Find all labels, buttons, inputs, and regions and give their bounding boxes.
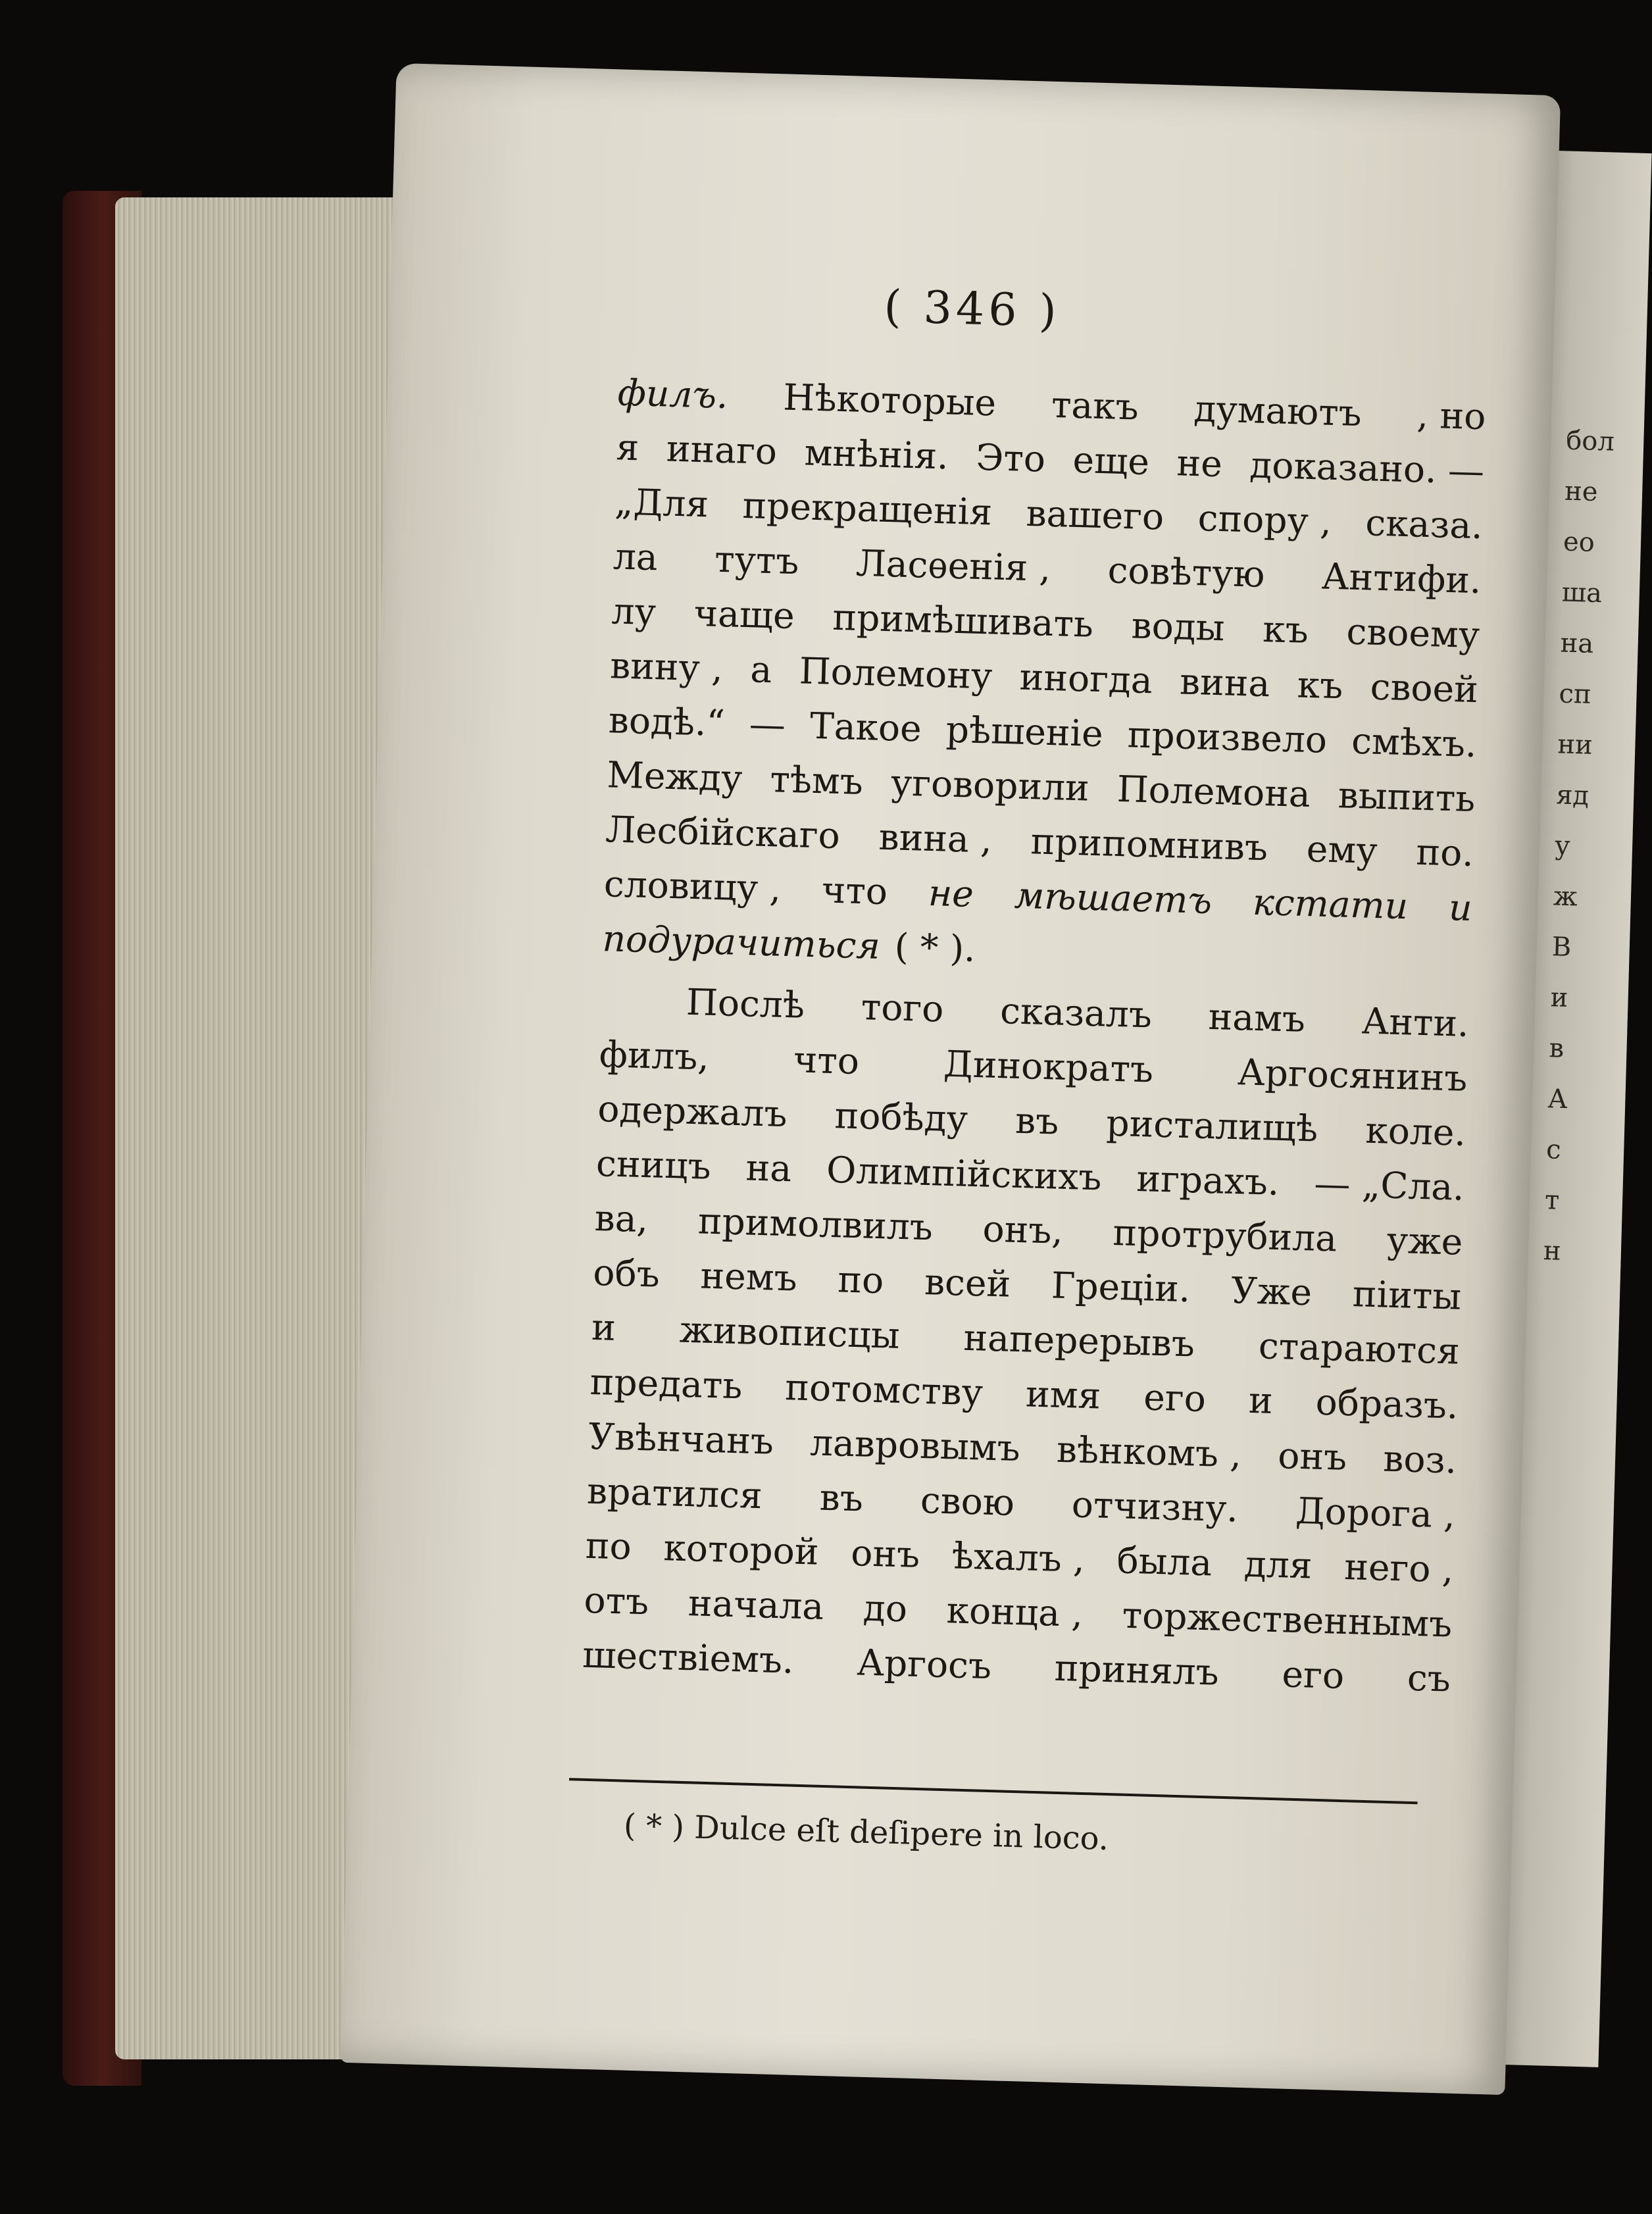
word: которой [663, 1526, 820, 1573]
word: ристалищѣ [1105, 1101, 1319, 1150]
word: что [793, 1038, 860, 1083]
facing-page-fragment: и [1550, 982, 1569, 1014]
word: всей [924, 1261, 1012, 1305]
word: объ [592, 1251, 661, 1296]
word: ва, [594, 1196, 649, 1241]
word: по [585, 1524, 632, 1568]
word: побѣду [834, 1094, 968, 1140]
word: онъ [850, 1532, 921, 1576]
word: свою [920, 1478, 1015, 1524]
word: для [1243, 1542, 1313, 1587]
word: сказа. [1364, 501, 1484, 547]
word: и [591, 1305, 616, 1349]
word: ла [613, 535, 659, 579]
word: Лесбійскаго [605, 808, 841, 857]
word: и [1248, 1378, 1274, 1422]
word: Аргосъ [856, 1641, 992, 1688]
footnote-rule [569, 1778, 1418, 1804]
facing-page-fragment: ша [1561, 577, 1603, 609]
word: инаго [666, 427, 778, 473]
word: Аргосянинъ [1237, 1051, 1468, 1099]
word: на [745, 1146, 793, 1190]
word: немъ [699, 1254, 798, 1299]
word: Греціи. [1051, 1264, 1191, 1311]
word: Ласѳенія , [855, 541, 1052, 590]
facing-page-fragment: не [1564, 476, 1599, 507]
facing-page-fragment: В [1551, 932, 1572, 963]
word: не [1176, 441, 1223, 486]
word: коле. [1364, 1109, 1466, 1154]
word: — [749, 703, 786, 746]
facing-page-fragment: яд [1555, 780, 1589, 811]
facing-page-fragment: с [1545, 1134, 1562, 1165]
word: играхъ. [1136, 1157, 1280, 1203]
word: піиты [1352, 1272, 1462, 1318]
word: ѣхалъ , [951, 1534, 1086, 1580]
word: Динократъ [943, 1042, 1154, 1091]
word: онъ, [982, 1207, 1064, 1252]
word: Увѣнчанъ [588, 1415, 774, 1463]
word: уговорили [890, 761, 1090, 809]
word: къ [1262, 607, 1309, 651]
facing-page-fragment: н [1543, 1236, 1562, 1267]
word: словицу , [603, 863, 782, 910]
word: ( * ). [893, 925, 976, 970]
word: „Для [614, 480, 710, 526]
facing-page-fragment: ео [1563, 526, 1595, 558]
word: своему [1345, 610, 1481, 657]
word: выпить [1337, 774, 1476, 820]
word: иногда [1018, 655, 1153, 702]
word: вина [1179, 660, 1271, 705]
word: начала [688, 1582, 825, 1628]
facing-page-fragment: т [1544, 1185, 1560, 1216]
word: филъ, [598, 1033, 710, 1078]
word: вѣнкомъ , [1056, 1428, 1242, 1476]
footnote: ( * ) Dulce eſt deſipere in loco. [623, 1807, 1109, 1858]
word: еще [1072, 438, 1150, 484]
word: Анти. [1361, 999, 1470, 1045]
word: вашего [1025, 491, 1164, 538]
word: Полемона [1116, 767, 1311, 816]
word: уже [1386, 1219, 1464, 1263]
word: него , [1343, 1546, 1455, 1591]
word: , но [1416, 393, 1487, 438]
page-number-header: ( 346 ) [883, 280, 1061, 338]
word: совѣтую [1107, 549, 1266, 596]
word: не [928, 871, 974, 915]
word: его [1281, 1653, 1345, 1698]
word: одержалъ [597, 1088, 788, 1136]
facing-page-fragment: у [1554, 830, 1571, 862]
word: такъ [1051, 383, 1139, 428]
word: отчизну. [1071, 1483, 1239, 1530]
facing-page-fragment: ни [1557, 729, 1593, 761]
word: конца , [945, 1589, 1084, 1635]
word: я [615, 426, 640, 469]
word: чаще [693, 591, 795, 638]
word: прекращенія [741, 484, 993, 534]
word: къ [1296, 663, 1344, 707]
facing-page-fragment: на [1560, 628, 1594, 659]
word: протрубила [1112, 1211, 1338, 1260]
word: лавровымъ [809, 1421, 1021, 1470]
word: была [1116, 1539, 1213, 1584]
word: Полемону [798, 649, 993, 697]
word: Послѣ [686, 980, 805, 1026]
word: образъ. [1314, 1380, 1459, 1427]
word: Такое [809, 704, 922, 750]
word: съ [1407, 1656, 1451, 1700]
word: тѣмъ [769, 758, 864, 803]
word: и [1448, 886, 1473, 930]
facing-page-fragment: ж [1553, 881, 1578, 913]
word: лу [611, 590, 657, 634]
word: кстати [1252, 880, 1409, 928]
word: спору , [1197, 497, 1332, 543]
word: Между [606, 753, 743, 799]
word: мѣшаетъ [1013, 874, 1213, 922]
word: имя [1025, 1372, 1102, 1417]
book-page [341, 63, 1561, 2095]
word: предать [589, 1360, 743, 1407]
word: до [863, 1586, 908, 1630]
word: живописцы [679, 1308, 901, 1357]
word: вратился [586, 1469, 763, 1517]
word: а [749, 648, 773, 692]
facing-page-fragment: бол [1565, 425, 1615, 457]
word: водѣ.“ [608, 699, 726, 745]
word: думаютъ [1193, 387, 1363, 435]
word: торжественнымъ [1121, 1594, 1453, 1646]
word: того [861, 986, 945, 1030]
word: въ [819, 1476, 864, 1520]
word: произвело [1127, 713, 1328, 761]
word: отъ [583, 1578, 650, 1623]
word: Антифи. [1321, 555, 1482, 602]
word: потомству [784, 1366, 984, 1414]
word: въ [1014, 1099, 1060, 1143]
word: Олимпійскихъ [826, 1148, 1103, 1199]
word: Дорога , [1295, 1489, 1456, 1536]
word: вина , [878, 815, 993, 861]
word: принялъ [1054, 1646, 1220, 1694]
word: намъ [1207, 995, 1306, 1040]
word: наперерывъ [963, 1316, 1195, 1365]
word: Это [975, 436, 1046, 480]
word: по [837, 1258, 885, 1302]
word: сницъ [595, 1142, 712, 1188]
word: Уже [1230, 1269, 1313, 1314]
word: подурачиться [601, 917, 881, 967]
word: смѣхъ. [1351, 719, 1478, 766]
facing-page-fragment: сп [1558, 678, 1592, 710]
word: мнѣнія. [803, 431, 949, 478]
word: что [821, 868, 888, 913]
word: Нѣкоторые [782, 376, 997, 424]
word: онъ [1277, 1434, 1348, 1479]
word: стараются [1258, 1324, 1461, 1372]
word: воды [1130, 604, 1226, 649]
word: ему [1306, 827, 1378, 872]
body-text [582, 365, 1486, 1706]
word: вину , [609, 644, 724, 690]
word: доказано. — [1249, 443, 1485, 493]
word: рѣшеніе [945, 708, 1104, 755]
word: его [1143, 1376, 1207, 1421]
facing-page-fragment: в [1548, 1033, 1564, 1064]
word: — „Сла. [1313, 1162, 1465, 1209]
word: воз. [1382, 1437, 1457, 1482]
facing-page-fragment: А [1547, 1084, 1568, 1115]
word: тутъ [714, 538, 800, 583]
word: по. [1415, 830, 1474, 875]
word: филъ. [617, 371, 729, 417]
word: примолвилъ [697, 1199, 934, 1249]
word: примѣшивать [832, 595, 1094, 645]
word: сказалъ [999, 990, 1153, 1036]
word: припомнивъ [1030, 820, 1268, 869]
word: шествіемъ. [582, 1633, 795, 1682]
word: своей [1369, 665, 1479, 711]
